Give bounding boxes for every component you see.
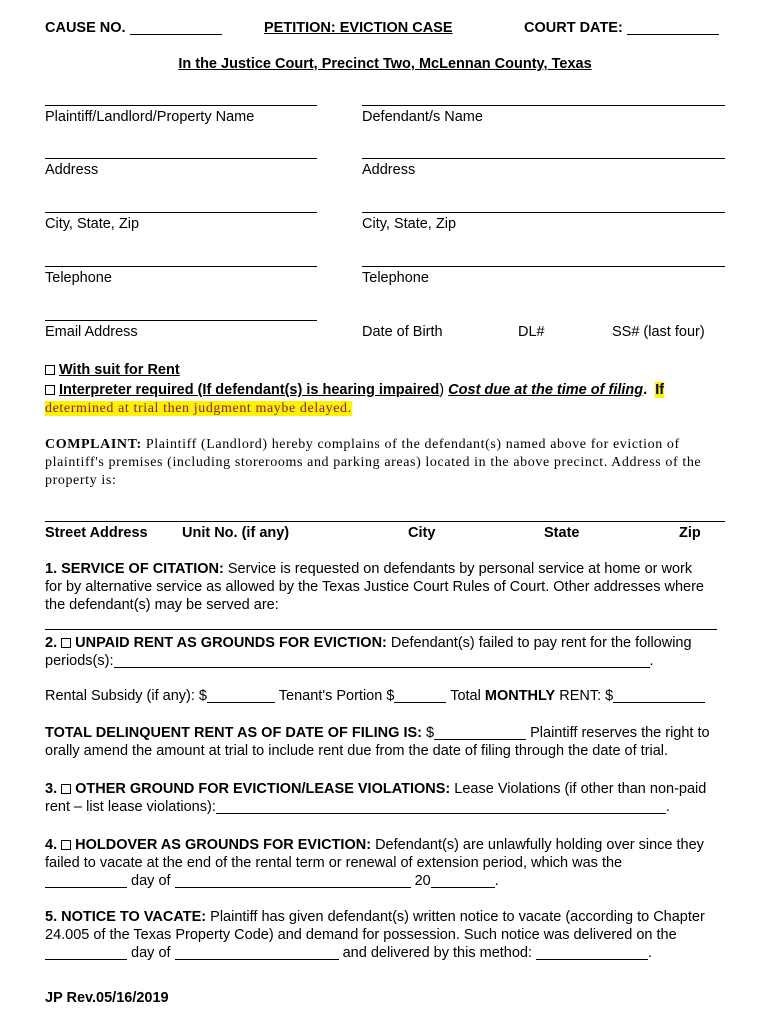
city-label: City xyxy=(408,525,436,541)
notice-month-field[interactable] xyxy=(175,945,339,960)
ss-label: SS# (last four) xyxy=(612,324,705,340)
holdover-section: 4. HOLDOVER AS GROUNDS FOR EVICTION: Defendant(s) are unlawfully holding over since they failed to vacate at the end of the rental term or renewal of extension period, which was the day of 20 . xyxy=(45,837,704,889)
defendant-address-field[interactable] xyxy=(362,143,725,159)
plaintiff-telephone-field[interactable] xyxy=(45,251,317,267)
defendant-city-label: City, State, Zip xyxy=(362,216,457,232)
holdover-year-field[interactable] xyxy=(431,873,495,888)
plaintiff-city-label: City, State, Zip xyxy=(45,216,140,232)
delinquent-rent-section: TOTAL DELINQUENT RENT AS OF DATE OF FILING IS: $ Plaintiff reserves the right to orally amend the amount at trial to include rent due from the date of filing through the date of trial. xyxy=(45,725,710,759)
defendant-name-field[interactable] xyxy=(362,90,725,106)
cause-number-blank[interactable] xyxy=(130,20,222,35)
defendant-name-label: Defendant/s Name xyxy=(362,109,483,125)
plaintiff-city-field[interactable] xyxy=(45,197,317,213)
notice-method-field[interactable] xyxy=(536,945,648,960)
street-address-label: Street Address xyxy=(45,525,148,541)
defendant-city-field[interactable] xyxy=(362,197,725,213)
court-line: In the Justice Court, Precinct Two, McLennan County, Texas xyxy=(178,56,592,72)
rent-checkbox[interactable] xyxy=(45,365,55,375)
plaintiff-name-field[interactable] xyxy=(45,90,317,106)
form-title: PETITION: EVICTION CASE xyxy=(264,20,453,36)
rent-periods-field[interactable] xyxy=(114,653,650,668)
interpreter-option[interactable]: Interpreter required (If defendant(s) is hearing impaired) Cost due at the time of filing. If xyxy=(45,382,664,398)
other-grounds-section: 3. OTHER GROUND FOR EVICTION/LEASE VIOLATIONS: Lease Violations (if other than non-paid rent – list lease violations): . xyxy=(45,781,707,815)
other-addresses-field[interactable] xyxy=(45,614,717,630)
other-grounds-checkbox[interactable] xyxy=(61,784,71,794)
court-date: COURT DATE: xyxy=(524,20,719,36)
state-label: State xyxy=(544,525,580,541)
monthly-rent-field[interactable] xyxy=(613,688,705,703)
complaint-paragraph: COMPLAINT: Plaintiff (Landlord) hereby complains of the defendant(s) named above for eviction of plaintiff's premises (including storerooms and parking areas) located in the above precinct. Address of the property is: xyxy=(45,437,702,488)
dob-label: Date of Birth xyxy=(362,324,443,340)
defendant-telephone-field[interactable] xyxy=(362,251,725,267)
lease-violations-field[interactable] xyxy=(216,799,666,814)
rent-amounts: Rental Subsidy (if any): $ Tenant's Portion $ Total MONTHLY RENT: $ xyxy=(45,688,705,704)
plaintiff-email-label: Email Address xyxy=(45,324,138,340)
tenant-portion-field[interactable] xyxy=(394,688,446,703)
plaintiff-email-field[interactable] xyxy=(45,305,317,321)
defendant-telephone-label: Telephone xyxy=(362,270,429,286)
plaintiff-telephone-label: Telephone xyxy=(45,270,112,286)
plaintiff-name-label: Plaintiff/Landlord/Property Name xyxy=(45,109,255,125)
subsidy-field[interactable] xyxy=(207,688,275,703)
service-of-citation: 1. SERVICE OF CITATION: Service is requested on defendants by personal service at home or work for by alternative service as allowed by the Texas Justice Court Rules of Court. Other addresses where the defendant(s) may be served are: xyxy=(45,561,704,613)
notice-to-vacate-section: 5. NOTICE TO VACATE: Plaintiff has given defendant(s) written notice to vacate (according to Chapter 24.005 of the Texas Property Code) and demand for possession. Such notice was delivered on the day of and delivered by this method: . xyxy=(45,909,705,961)
unit-no-label: Unit No. (if any) xyxy=(182,525,290,541)
unpaid-rent-checkbox[interactable] xyxy=(61,638,71,648)
defendant-address-label: Address xyxy=(362,162,416,178)
delinquent-amount-field[interactable] xyxy=(434,725,526,740)
property-address-field[interactable] xyxy=(45,506,725,522)
notice-day-field[interactable] xyxy=(45,945,127,960)
court-date-blank[interactable] xyxy=(627,20,719,35)
unpaid-rent-section: 2. UNPAID RENT AS GROUNDS FOR EVICTION: Defendant(s) failed to pay rent for the following periods(s): . xyxy=(45,635,692,669)
interpreter-checkbox[interactable] xyxy=(45,385,55,395)
holdover-day-field[interactable] xyxy=(45,873,127,888)
zip-label: Zip xyxy=(679,525,701,541)
dl-label: DL# xyxy=(518,324,545,340)
cause-number: CAUSE NO. xyxy=(45,20,222,36)
plaintiff-address-label: Address xyxy=(45,162,99,178)
holdover-checkbox[interactable] xyxy=(61,840,71,850)
rent-option[interactable]: With suit for Rent xyxy=(45,362,180,378)
trial-note: determined at trial then judgment maybe delayed. xyxy=(45,401,352,416)
revision-footer: JP Rev.05/16/2019 xyxy=(45,990,169,1006)
holdover-month-field[interactable] xyxy=(175,873,411,888)
plaintiff-address-field[interactable] xyxy=(45,143,317,159)
